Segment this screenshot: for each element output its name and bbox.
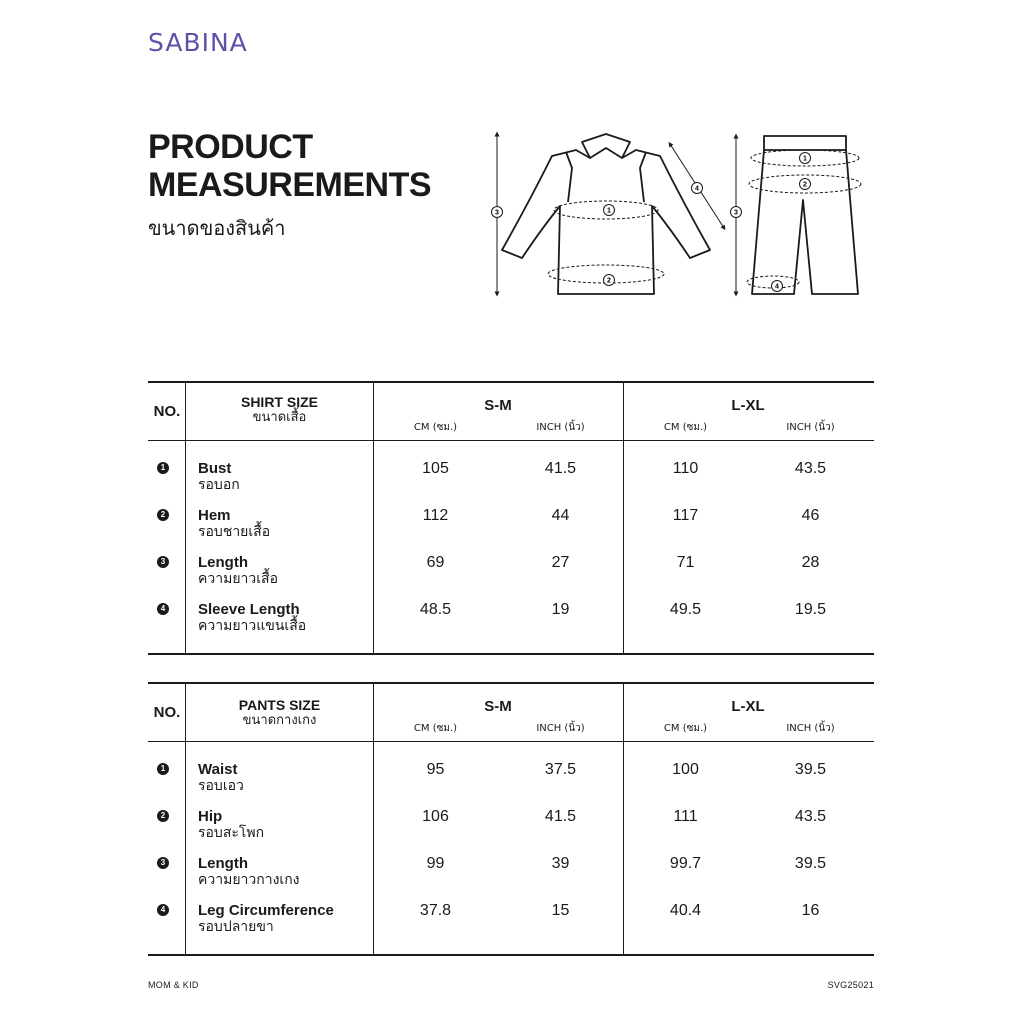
row-number: 2 [157,810,169,822]
cell-value: 41.5 [544,808,577,825]
table-row [148,507,874,554]
row-number: 4 [157,904,169,916]
cell-value: 46 [801,507,820,524]
unit-cm: CM (ซม.) [663,422,708,433]
cell-value: 15 [551,902,570,919]
pants-size-header [186,697,373,729]
cell-value: 69 [426,554,445,571]
pants-marker-3: 3 [734,209,738,217]
cell-value: 39.5 [794,855,827,872]
unit-inch: INCH (นิ้ว) [536,723,585,734]
cell-value: 112 [422,507,449,524]
cell-value: 99.7 [669,855,702,872]
marker-1: 1 [607,207,611,215]
footer-product-code: SVG25021 [827,980,874,990]
no-header: NO. [153,403,181,420]
cell-value: 95 [426,761,445,778]
unit-inch: INCH (นิ้ว) [786,723,835,734]
unit-inch: INCH (นิ้ว) [536,422,585,433]
no-header: NO. [153,704,181,721]
marker-4: 4 [695,185,699,193]
cell-value: 19 [551,601,570,618]
pants-marker-4: 4 [775,283,779,291]
row-number: 1 [157,763,169,775]
unit-inch: INCH (นิ้ว) [786,422,835,433]
row-label: Leg Circumference รอบปลายขา [198,902,334,935]
row-number: 1 [157,462,169,474]
row-label: Bust รอบอก [198,460,240,493]
cell-value: 99 [426,855,445,872]
cell-value: 37.8 [419,902,452,919]
pants-size-table [148,682,874,957]
shirt-size-table [148,381,874,656]
cell-value: 106 [422,808,449,825]
cell-value: 41.5 [544,460,577,477]
unit-cm: CM (ซม.) [663,723,708,734]
row-label: Waist รอบเอว [198,761,244,794]
cell-value: 48.5 [419,601,452,618]
page-subtitle: ขนาดของสินค้า [148,216,286,240]
table-row [148,808,874,855]
page-title [148,128,431,204]
row-label: Length ความยาวเสื้อ [198,554,278,587]
group-l-xl: L-XL [731,397,765,414]
group-s-m: S-M [484,397,512,414]
row-label: Hip รอบสะโพก [198,808,265,841]
cell-value: 39 [551,855,570,872]
row-label: Length ความยาวกางเกง [198,855,300,888]
row-number: 2 [157,509,169,521]
cell-value: 43.5 [794,808,827,825]
row-label: Hem รอบชายเสื้อ [198,507,271,540]
table-row [148,601,874,648]
group-l-xl: L-XL [731,698,765,715]
cell-value: 43.5 [794,460,827,477]
row-number: 3 [157,857,169,869]
cell-value: 19.5 [794,601,827,618]
shirt-size-title: SHIRT SIZE [240,394,318,410]
pants-size-title: PANTS SIZE [238,697,321,713]
table-row [148,902,874,949]
pants-marker-1: 1 [803,155,807,163]
cell-value: 105 [422,460,449,477]
group-s-m: S-M [484,698,512,715]
cell-value: 40.4 [669,902,702,919]
title-line-1: PRODUCT [148,128,313,166]
title-line-2: MEASUREMENTS [148,166,432,204]
pants-size-title-th: ขนาดกางเกง [242,713,317,728]
table-row [148,554,874,601]
dimension-arrows [497,134,736,294]
unit-cm: CM (ซม.) [413,723,458,734]
cell-value: 44 [551,507,570,524]
table-row [148,761,874,808]
cell-value: 71 [676,554,695,571]
cell-value: 117 [672,507,699,524]
cell-value: 100 [672,761,699,778]
cell-value: 28 [801,554,820,571]
measure-guides [548,150,861,288]
cell-value: 37.5 [544,761,577,778]
table-row [148,460,874,507]
marker-2: 2 [607,277,611,285]
marker-3: 3 [495,209,499,217]
shirt-size-header [186,394,373,426]
cell-value: 110 [672,460,699,477]
pants-marker-2: 2 [803,181,807,189]
cell-value: 16 [801,902,820,919]
shirt-size-title-th: ขนาดเสื้อ [252,410,307,425]
cell-value: 111 [673,808,698,825]
measurement-diagram [484,124,874,304]
brand-logo: SABINA [148,28,248,57]
cell-value: 27 [551,554,570,571]
row-number: 3 [157,556,169,568]
cell-value: 49.5 [669,601,702,618]
row-label: Sleeve Length ความยาวแขนเสื้อ [198,601,307,634]
row-number: 4 [157,603,169,615]
table-row [148,855,874,902]
footer-category: MOM & KID [148,980,199,990]
unit-cm: CM (ซม.) [413,422,458,433]
cell-value: 39.5 [794,761,827,778]
